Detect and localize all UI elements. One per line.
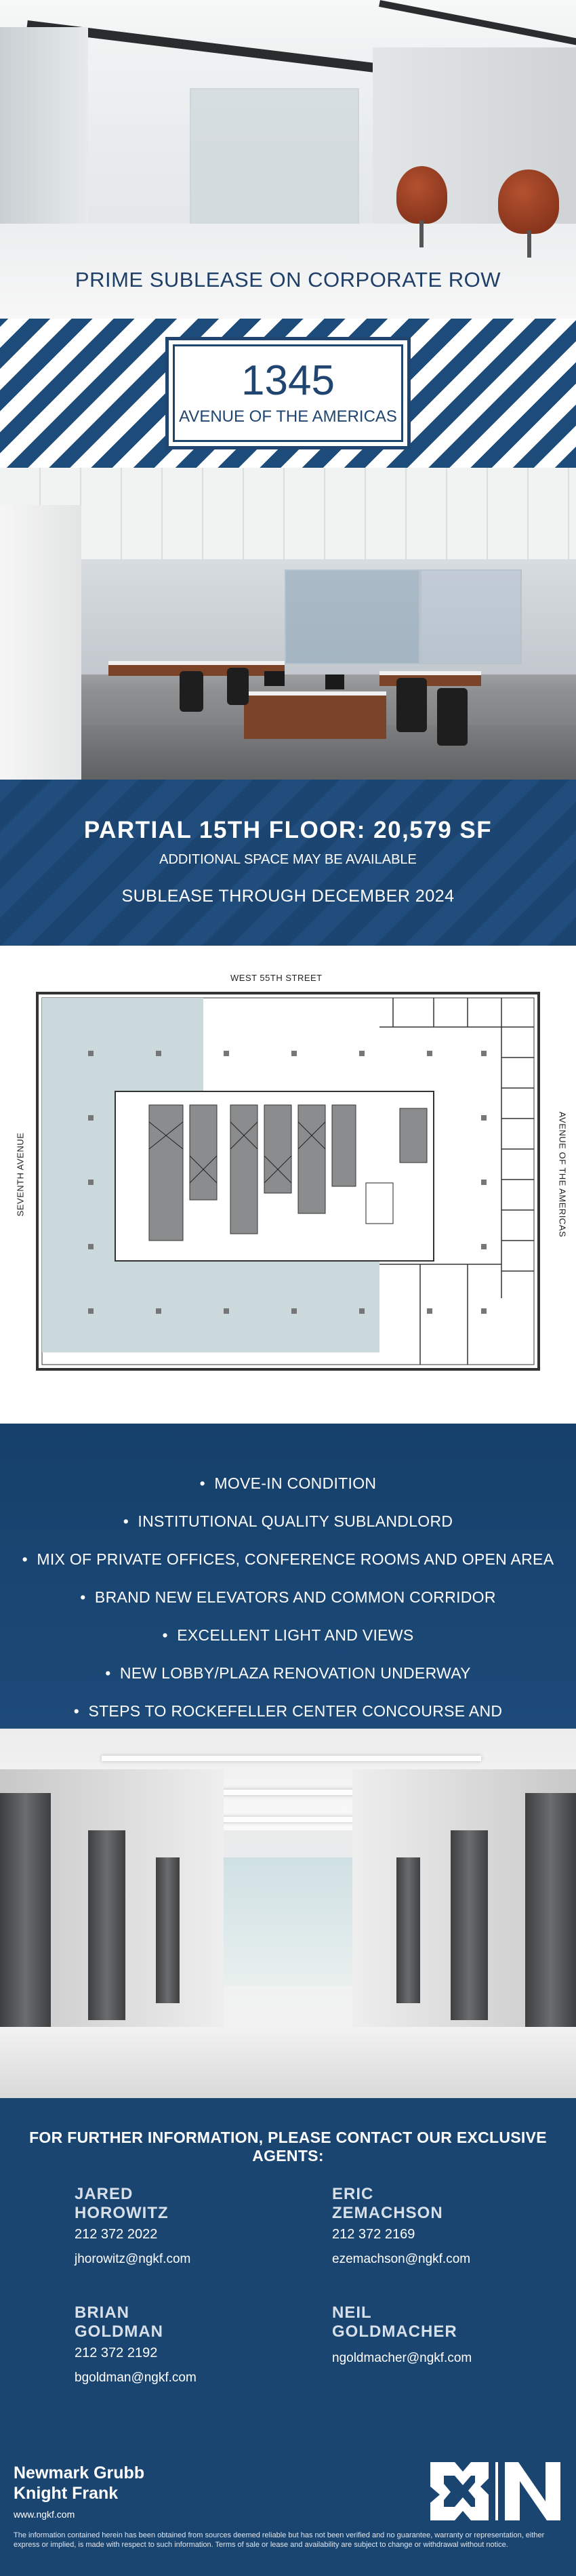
hero-lobby-photo [0,0,576,319]
ceiling-tiles [0,468,576,559]
feature-item: • NEW LOBBY/PLAZA RENOVATION UNDERWAY [105,1664,471,1682]
agent-card [332,2303,535,2366]
chair-base [419,220,424,247]
agent-email-link[interactable]: ngoldmacher@ngkf.com [332,2351,472,2365]
floor-info-banner [0,780,576,946]
elevator-door [525,1793,576,2037]
firm-name-line2: Knight Frank [14,2484,119,2503]
column [0,505,81,780]
features-list [0,1464,576,1768]
glass-office [420,569,522,664]
contact-section [0,2098,576,2576]
elevator-door [156,1857,180,2003]
east-avenue-label: AVENUE OF THE AMERICAS [557,1111,568,1238]
address-number: 1345 [241,357,335,404]
agent-first-name: NEIL [332,2303,372,2322]
agent-phone: 212 372 2192 [75,2346,158,2360]
feature-item: • MOVE-IN CONDITION [199,1474,377,1492]
feature-item: • MIX OF PRIVATE OFFICES, CONFERENCE ROOMS AND OPEN AREA [22,1550,554,1568]
agent-phone: 212 372 2169 [332,2227,415,2242]
firm-block [14,2463,144,2520]
office-chair [396,678,427,732]
elevator-door [451,1830,488,2020]
window-view [224,1857,352,1986]
glass-wall [0,27,88,251]
office-chair [437,688,468,746]
ngkf-logo-icon [430,2462,562,2523]
floor-plan-drawing [0,946,576,1424]
lobby-floor [0,2027,576,2098]
agent-email-link[interactable]: bgoldman@ngkf.com [75,2371,197,2385]
north-street-label: WEST 55TH STREET [230,973,323,983]
sublease-term: SUBLEASE THROUGH DECEMBER 2024 [121,887,455,906]
address-banner [0,319,576,468]
agent-first-name: BRIAN [75,2303,129,2322]
workstation-desk [244,691,386,739]
agent-last-name: GOLDMACHER [332,2322,457,2341]
agent-email-link[interactable]: ezemachson@ngkf.com [332,2252,471,2266]
elevator-door [0,1793,51,2037]
hero-title: PRIME SUBLEASE ON CORPORATE ROW [75,268,501,291]
glass-office [285,569,420,664]
firm-website-link[interactable]: www.ngkf.com [14,2509,75,2520]
agent-first-name: JARED [75,2185,133,2203]
agent-first-name: ERIC [332,2185,374,2203]
agent-email-link[interactable]: jhorowitz@ngkf.com [75,2252,191,2266]
agent-last-name: HOROWITZ [75,2204,169,2222]
legal-disclaimer: The information contained herein has been obtained from sources deemed reliable but has not been verified and no guarantee, warranty or representation, either express or implied, is made with respect to such information. Terms of sale or lease and availability are subject to change or withdrawal without notice. [14,2531,545,2549]
agent-card [75,2185,278,2267]
monitor [325,675,344,689]
office-chair [227,668,249,705]
ceiling-light [102,1756,481,1761]
floor-headline: PARTIAL 15TH FLOOR: 20,579 SF [83,817,493,843]
features-section [0,1424,576,1729]
agent-card [75,2303,278,2386]
address-street: AVENUE OF THE AMERICAS [179,407,397,426]
agent-card [332,2185,535,2267]
feature-item: • STEPS TO ROCKEFELLER CENTER CONCOURSE AND [73,1702,503,1720]
monitor [264,671,285,686]
elevator-door [396,1857,420,2003]
office-interior-photo [0,468,576,780]
agent-last-name: GOLDMAN [75,2322,163,2341]
agent-last-name: ZEMACHSON [332,2204,443,2222]
additional-space-note: ADDITIONAL SPACE MAY BE AVAILABLE [159,852,417,867]
floor-plan [0,946,576,1424]
office-chair [180,671,203,712]
elevator-lobby-photo [0,1729,576,2098]
contact-heading: FOR FURTHER INFORMATION, PLEASE CONTACT OUR EXCLUSIVE AGENTS: [29,2129,547,2165]
workstation-desk [379,671,481,686]
glass-conference-room [190,88,359,230]
lounge-chair [498,169,559,234]
feature-item: • INSTITUTIONAL QUALITY SUBLANDLORD [123,1512,453,1530]
address-box [165,337,411,449]
feature-item: • BRAND NEW ELEVATORS AND COMMON CORRIDOR [80,1588,496,1606]
firm-name-line1: Newmark Grubb [14,2463,145,2482]
chair-base [527,230,531,258]
elevator-door [88,1830,125,2020]
west-avenue-label: SEVENTH AVENUE [15,1132,26,1217]
lounge-chair [396,166,447,224]
feature-item: • EXCELLENT LIGHT AND VIEWS [162,1626,414,1644]
agent-phone: 212 372 2022 [75,2227,158,2242]
